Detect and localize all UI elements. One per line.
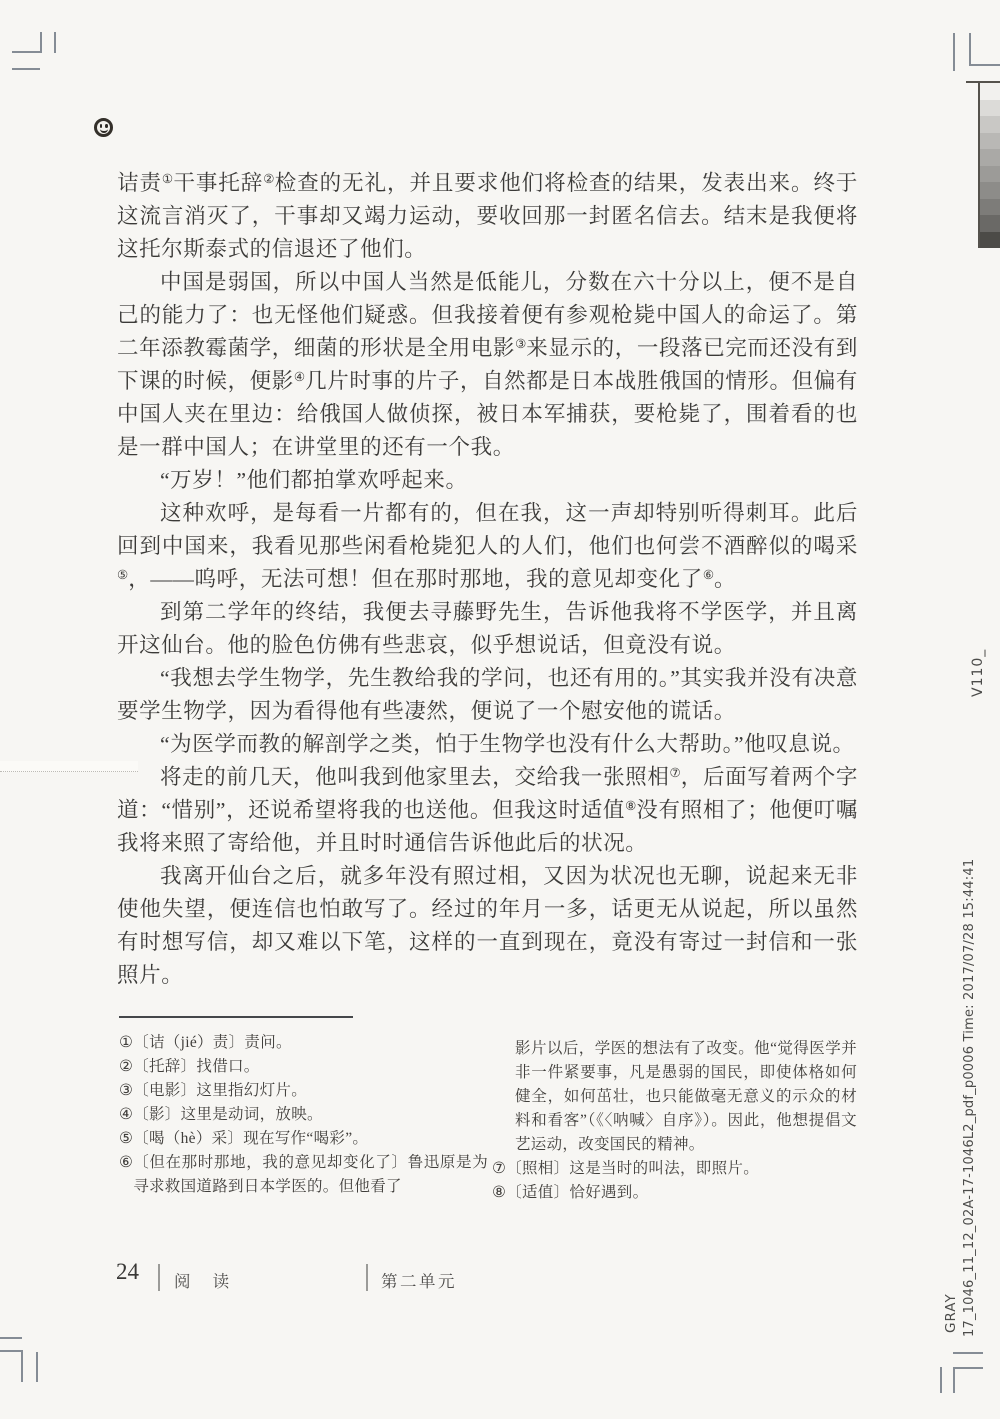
footnote-divider [119,1016,353,1018]
body-paragraph: 中国是弱国，所以中国人当然是低能儿，分数在六十分以上，便不是自己的能力了：也无怪他们疑惑。但我接着便有参观枪毙中国人的命运了。第二年添教霉菌学，细菌的形状是全用电影③来显示的，一段落已完而还没有到下课的时候，便影④几片时事的片子，自然都是日本战胜俄国的情形。但偏有中国人夹在里边：给俄国人做侦探，被日本军捕获，要枪毙了，围着看的也是一群中国人；在讲堂里的还有一个我。 [117,270,858,459]
footnote-text: 〔电影〕这里指幻灯片。 [133,1082,308,1099]
footnote-text: 〔照相〕这是当时的叫法，即照片。 [506,1160,760,1177]
body-paragraph: “我想去学生物学，先生教给我的学问，也还有用的。”其实我并没有决意要学生物学，因为看得他有些凄然，便说了一个慰安他的谎话。 [117,666,858,723]
body-paragraph: “为医学而教的解剖学之类，怕于生物学也没有什么大帮助。”他叹息说。 [160,732,855,756]
grayscale-cell [980,83,1000,100]
footnote-item [119,1055,488,1079]
grayscale-cell [980,182,1000,199]
crop-mark [54,32,56,53]
grayscale-cell [980,166,1000,183]
footnote-ref: ⑥ [702,568,715,582]
grayscale-cell [980,133,1000,150]
margin-gray-label: GRAY [943,1293,959,1333]
footnote-item [119,1079,488,1103]
crop-mark [0,1350,23,1352]
body-paragraph: “万岁！”他们都拍掌欢呼起来。 [160,468,468,492]
footnote-item [119,1103,488,1127]
footer-section-label: 阅 读 [174,1272,239,1291]
footnote-number: ① [119,1034,134,1051]
body-paragraph: 我离开仙台之后，就多年没有照过相，又因为状况也无聊，说起来无非使他失望，便连信也怕敢写了。经过的年月一多，话更无从说起，所以虽然有时想写信，却又难以下笔，这样的一直到现在，竟没有寄过一封信和一张照片。 [117,864,858,987]
footnote-item [119,1127,488,1151]
grayscale-cell [980,149,1000,166]
body-paragraph: 这种欢呼，是每看一片都有的，但在我，这一声却特别听得刺耳。此后回到中国来，我看见那些闲看枪毙犯人的人们，他们也何尝不酒醉似的喝采⑤，——呜呼，无法可想！但在那时那地，我的意见却变化了⑥。 [117,501,858,591]
footer-unit-label: 第二单元 [381,1272,457,1291]
footnote-ref: ③ [515,337,527,351]
footnote-text: 〔影〕这里是动词，放映。 [133,1106,323,1123]
footnote-number: ③ [119,1082,134,1099]
page-number: 24 [116,1259,139,1284]
margin-scan-label: 17_1046_11_12_02A-17-1046L2_pdf_p0006 Time: 2017/07/28 15:44:41 [962,858,977,1337]
footnote-ref: ⑧ [625,799,637,813]
grayscale-cell [980,100,1000,117]
footnote-ref: ⑤ [117,568,129,582]
crop-mark [21,1350,23,1382]
footnote-continuation: 影片以后，学医的想法有了改变。他“觉得医学并非一件紧要事，凡是愚弱的国民，即使体格如何健全，如何茁壮，也只能做毫无意义的示众的材料和看客”（《〈呐喊〉自序》）。因此，他想提倡文艺运动，改变国民的精神。 [515,1040,857,1153]
grayscale-cell [980,232,1000,249]
footnote-ref: ① [161,172,174,186]
footnote-text: 〔适值〕恰好遇到。 [506,1184,649,1201]
crop-mark [953,33,955,71]
footer-divider [158,1264,160,1291]
body-text [117,167,858,992]
smiley-mouth [100,127,108,133]
footnote-text: 〔诘（jié）责〕责问。 [133,1034,292,1051]
crop-mark [0,1337,22,1339]
footnote-ref: ④ [293,370,306,384]
grayscale-cell [980,215,1000,232]
crop-mark [12,51,42,53]
footnote-item [492,1181,857,1205]
grayscale-cell [980,199,1000,216]
crop-mark [40,32,42,53]
margin-version-label: V110_ [970,648,986,697]
footnotes-right-items [492,1157,857,1205]
footnote-number: ② [119,1058,134,1075]
footnote-item [492,1157,857,1181]
crop-mark [953,1352,983,1354]
footnote-number: ⑤ [119,1130,134,1147]
grayscale-cell [980,116,1000,133]
body-paragraph: 诘责①干事托辞②检查的无礼，并且要求他们将检查的结果，发表出来。终于这流言消灭了，干事却又竭力运动，要收回那一封匿名信去。结末是我便将这托尔斯泰式的信退还了他们。 [117,171,858,261]
footnote-text: 〔托辞〕找借口。 [133,1058,260,1075]
footnote-number: ⑥ [119,1154,134,1171]
crop-mark [940,1367,942,1393]
crop-mark [36,1352,38,1382]
body-paragraph: 将走的前几天，他叫我到他家里去，交给我一张照相⑦，后面写着两个字道：“惜别”，还说希望将我的也送他。但我这时适值⑧没有照相了；他便叮嘱我将来照了寄给他，并且时时通信告诉他此后的状况。 [117,765,858,855]
footnote-item [119,1031,488,1055]
footnote-number: ⑧ [492,1184,507,1201]
crop-mark [969,64,1000,66]
footnote-ref: ⑦ [669,766,681,780]
footer-divider [366,1264,368,1291]
footnotes-left [119,1031,488,1199]
crop-mark [969,33,971,66]
footnote-ref: ② [263,172,275,186]
footnote-item [119,1151,488,1199]
footnote-text: 〔但在那时那地，我的意见却变化了〕鲁迅原是为寻求救国道路到日本学医的。但他看了 [133,1154,488,1195]
footnotes-right [492,1037,857,1205]
crop-mark [953,1367,955,1393]
footnote-text: 〔喝（hè）采〕现在写作“喝彩”。 [133,1130,369,1147]
footnote-number: ④ [119,1106,134,1123]
crop-mark [953,1367,983,1369]
smiley-face-icon [94,118,113,137]
crop-mark [12,68,40,70]
footnote-number: ⑦ [492,1160,507,1177]
body-paragraph: 到第二学年的终结，我便去寻藤野先生，告诉他我将不学医学，并且离开这仙台。他的脸色仿佛有些悲哀，似乎想说话，但竟没有说。 [117,600,858,657]
grayscale-strip [978,83,1000,248]
